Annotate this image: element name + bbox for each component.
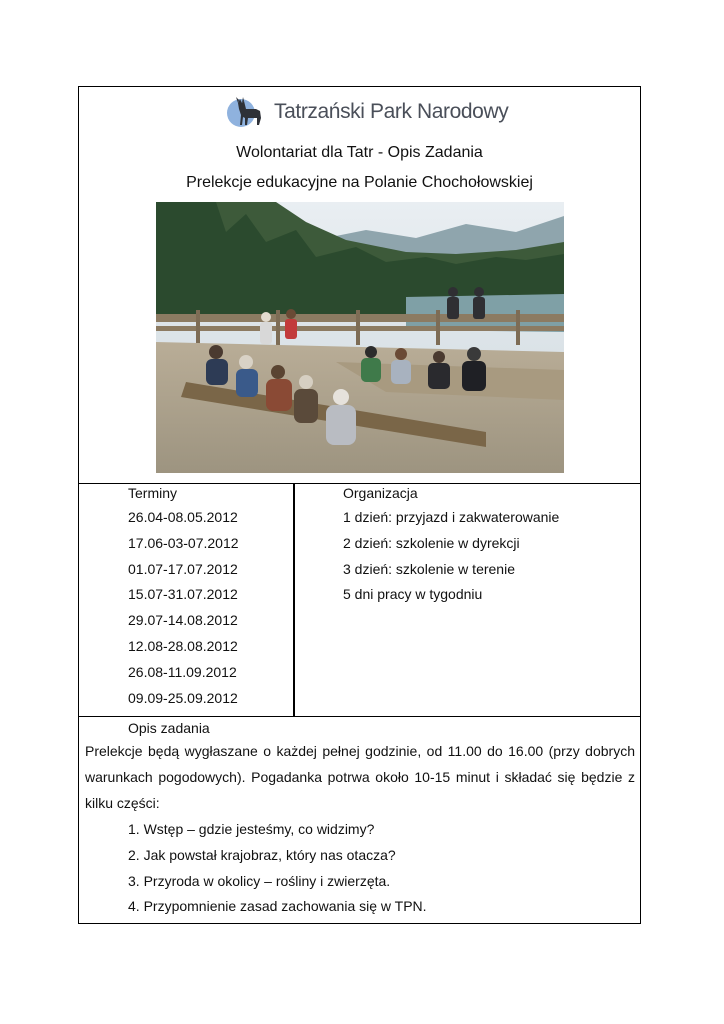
organizacja-item: 5 dni pracy w tygodniu: [343, 586, 483, 603]
date-item: 29.07-14.08.2012: [128, 612, 238, 629]
date-item: 12.08-28.08.2012: [128, 637, 238, 654]
list-item: 3. Przyroda w okolicy – rośliny i zwierzęta.: [128, 872, 391, 889]
park-logo: [226, 91, 509, 133]
opis-header: Opis zadania: [128, 720, 210, 736]
terminy-column: [128, 484, 239, 711]
logo-text: Tatrzański Park Narodowy: [274, 100, 509, 123]
document-title: Wolontariat dla Tatr - Opis Zadania: [236, 144, 483, 161]
document-subtitle: Prelekcje edukacyjne na Polanie Chochołowskiej: [186, 174, 533, 191]
date-item: 26.04-08.05.2012: [128, 509, 238, 525]
chamois-logo-icon: [226, 91, 268, 133]
list-item: 1. Wstęp – gdzie jesteśmy, co widzimy?: [128, 821, 375, 837]
organizacja-header: Organizacja: [343, 485, 418, 501]
list-item: 2. Jak powstał krajobraz, który nas otacza?: [128, 846, 396, 863]
description-section: [79, 717, 640, 925]
list-item: 4. Przypomnienie zasad zachowania się w TPN.: [128, 898, 427, 915]
column-divider: [293, 484, 295, 716]
terminy-header: Terminy: [128, 485, 178, 501]
document-frame: [78, 86, 641, 924]
organizacja-item: 1 dzień: przyjazd i zakwaterowanie: [343, 509, 560, 525]
date-item: 09.09-25.09.2012: [128, 689, 238, 706]
organizacja-column: [343, 484, 559, 608]
opis-paragraph: Prelekcje będą wygłaszane o każdej pełnej godzinie, od 11.00 do 16.00 (przy dobrych warunkach pogodowych). Pogadanka potrwa około 10-15 minut i składać się będzie z kilku części:: [85, 743, 635, 811]
photo-lecture-by-lake: [156, 202, 564, 473]
header-section: [79, 87, 640, 484]
schedule-section: [79, 484, 640, 717]
date-item: 15.07-31.07.2012: [128, 586, 238, 603]
date-item: 26.08-11.09.2012: [128, 663, 237, 680]
organizacja-item: 2 dzień: szkolenie w dyrekcji: [343, 534, 520, 551]
opis-list: [128, 817, 427, 920]
organizacja-item: 3 dzień: szkolenie w terenie: [343, 560, 515, 577]
date-item: 01.07-17.07.2012: [128, 560, 238, 577]
date-item: 17.06-03-07.2012: [128, 534, 239, 551]
